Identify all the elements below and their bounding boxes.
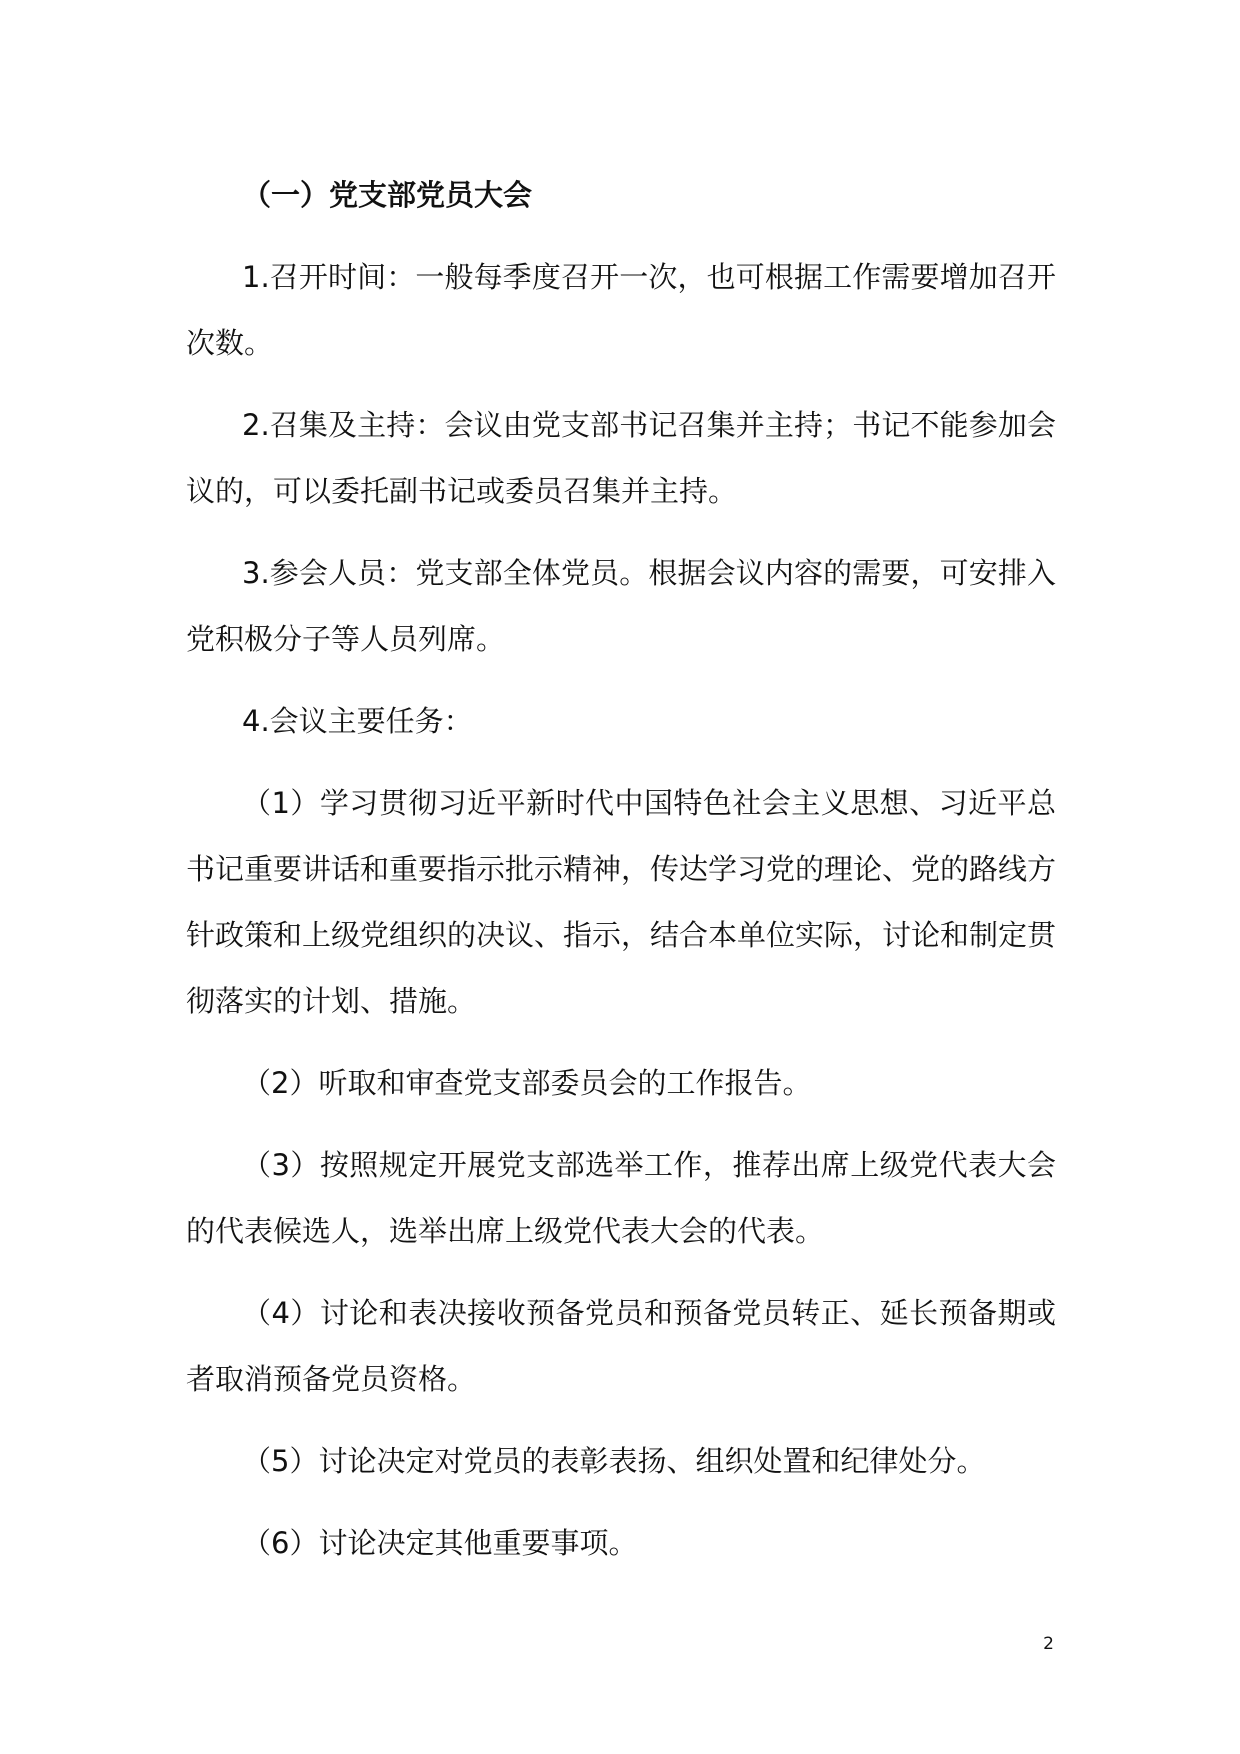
paragraph-attendees: 3.参会人员：党支部全体党员。根据会议内容的需要，可安排入党积极分子等人员列席。 xyxy=(186,556,1056,656)
paragraph-main-tasks: 4.会议主要任务： xyxy=(242,704,473,738)
task-item-5: （5）讨论决定对党员的表彰表扬、组织处置和纪律处分。 xyxy=(242,1444,986,1478)
document-body xyxy=(186,162,1056,1592)
paragraph-convening-and-chairing: 2.召集及主持：会议由党支部书记召集并主持；书记不能参加会议的，可以委托副书记或委员召集并主持。 xyxy=(186,408,1056,508)
task-item-3: （3）按照规定开展党支部选举工作，推荐出席上级党代表大会的代表候选人，选举出席上级党代表大会的代表。 xyxy=(186,1148,1056,1248)
task-item-1: （1）学习贯彻习近平新时代中国特色社会主义思想、习近平总书记重要讲话和重要指示批示精神，传达学习党的理论、党的路线方针政策和上级党组织的决议、指示，结合本单位实际，讨论和制定贯彻落实的计划、措施。 xyxy=(186,786,1057,1018)
section-heading: （一）党支部党员大会 xyxy=(242,178,533,212)
task-item-6: （6）讨论决定其他重要事项。 xyxy=(242,1526,638,1560)
page-number: 2 xyxy=(1043,1634,1054,1654)
task-item-4: （4）讨论和表决接收预备党员和预备党员转正、延长预备期或者取消预备党员资格。 xyxy=(186,1296,1056,1396)
task-item-2: （2）听取和审查党支部委员会的工作报告。 xyxy=(242,1066,812,1100)
paragraph-meeting-time: 1.召开时间：一般每季度召开一次，也可根据工作需要增加召开次数。 xyxy=(186,260,1056,360)
